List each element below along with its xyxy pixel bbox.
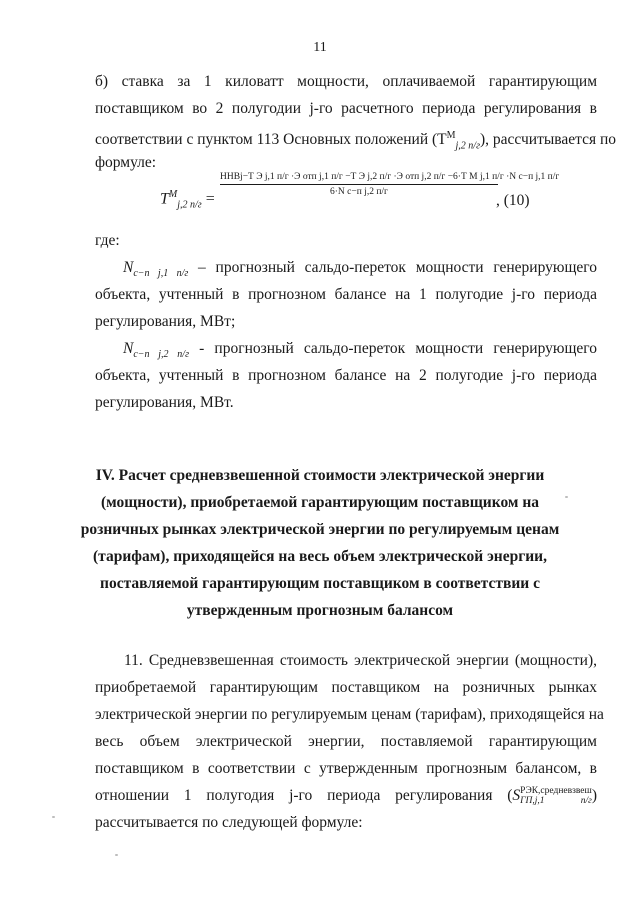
section-heading-line-6: утвержденным прогнозным балансом bbox=[186, 602, 454, 619]
para-11-line-6-sup: РЭК,средневзвеш bbox=[520, 786, 592, 797]
def-1-text: – прогнозный сальдо-переток мощности генерирующего bbox=[198, 259, 598, 276]
para-11-line-6-scripts bbox=[520, 786, 592, 806]
def-1-line-3: регулирования, МВт; bbox=[95, 313, 236, 330]
def-2-line-3: регулирования, МВт. bbox=[95, 394, 234, 411]
def-1-line-1 bbox=[95, 258, 597, 284]
section-heading-line-1: IV. Расчет средневзвешенной стоимости электрической энергии bbox=[95, 467, 545, 484]
formula-fraction bbox=[220, 172, 560, 197]
where-label: где: bbox=[95, 232, 120, 249]
formula-lhs-sub: j,2 п/г bbox=[177, 199, 202, 211]
para-11-line-7: рассчитывается по следующей формуле: bbox=[95, 814, 363, 831]
scan-speck bbox=[52, 816, 55, 818]
para-11-line-6 bbox=[95, 786, 597, 806]
def-2-symbol bbox=[123, 340, 189, 361]
def-1-sym: N bbox=[123, 259, 134, 276]
section-heading-line-3: розничных рынках электрической энергии по регулируемым ценам bbox=[80, 521, 560, 538]
para-b-line-3-end: ), рассчитывается по bbox=[480, 131, 617, 149]
para-11-line-6-text: отношении 1 полугодия j-го периода регулирования ( bbox=[95, 787, 513, 804]
formula-10 bbox=[160, 172, 560, 222]
def-1-symbol bbox=[123, 259, 189, 280]
def-2-sub: с−п j,2 п/г bbox=[133, 349, 189, 361]
para-b-line-3-text: соответствии с пунктом 113 Основных положений (Т bbox=[95, 131, 447, 149]
scan-speck bbox=[565, 496, 568, 498]
para-b-line-3 bbox=[95, 126, 616, 156]
para-11-line-6-end: ) bbox=[591, 787, 597, 804]
formula-lhs-sup: М bbox=[168, 189, 178, 200]
section-heading-line-4: (тарифам), приходящейся на весь объем электрической энергии, bbox=[93, 548, 547, 565]
def-1-sub: с−п j,1 п/г bbox=[133, 268, 189, 280]
section-heading-line-2: (мощности), приобретаемой гарантирующим поставщиком на bbox=[100, 494, 540, 511]
def-2-text: - прогнозный сальдо-переток мощности генерирующего bbox=[199, 340, 597, 357]
formula-lhs-symbol: Т bbox=[160, 190, 169, 208]
def-2-sym: N bbox=[123, 340, 134, 357]
para-11-line-4: весь объем электрической энергии, поставляемой гарантирующим bbox=[95, 733, 597, 750]
formula-lhs bbox=[160, 189, 215, 211]
para-b-line-2: поставщиком во 2 полугодии j-го расчетного периода регулирования в bbox=[95, 100, 597, 117]
para-b-line-3-sup: М bbox=[446, 130, 456, 141]
section-heading-line-5: поставляемой гарантирующим поставщиком в соответствии с bbox=[100, 575, 540, 592]
para-11-line-5: поставщиком в соответствии с утвержденным прогнозным балансом, в bbox=[95, 760, 597, 777]
para-11-line-1: 11. Средневзвешенная стоимость электрической энергии (мощности), bbox=[124, 652, 597, 669]
page-number: 11 bbox=[313, 40, 327, 55]
para-b-line-4: формуле: bbox=[95, 154, 157, 171]
para-11-line-6-sub: ГП,j,1 п/г bbox=[520, 796, 592, 807]
formula-number: , (10) bbox=[496, 192, 530, 209]
formula-denominator: 6·N с−п j,2 п/г bbox=[330, 187, 388, 197]
def-2-line-1 bbox=[95, 339, 597, 365]
scan-speck bbox=[115, 854, 118, 856]
para-b-line-1: б) ставка за 1 киловатт мощности, оплачиваемой гарантирующим bbox=[95, 73, 597, 90]
para-11-line-6-sym: S bbox=[512, 787, 521, 804]
para-11-line-3: электрической энергии по регулируемым ценам (тарифам), приходящейся на bbox=[95, 706, 604, 723]
def-1-line-2: объекта, учтенный в прогнозном балансе на 1 полугодие j-го периода bbox=[95, 286, 597, 303]
formula-equals: = bbox=[205, 190, 215, 208]
formula-numerator: ННВj−Т Э j,1 п/г ·Э отп j,1 п/г −Т Э j,2 п/г ·Э отп j,2 п/г −6·Т М j,1 п/г ·N с−п j,1 п/г bbox=[220, 172, 560, 182]
para-11-line-2: приобретаемой гарантирующим поставщиком на розничных рынках bbox=[95, 679, 597, 696]
def-2-line-2: объекта, учтенный в прогнозном балансе на 2 полугодие j-го периода bbox=[95, 367, 597, 384]
para-b-line-3-sub: j,2 п/г bbox=[455, 140, 480, 152]
